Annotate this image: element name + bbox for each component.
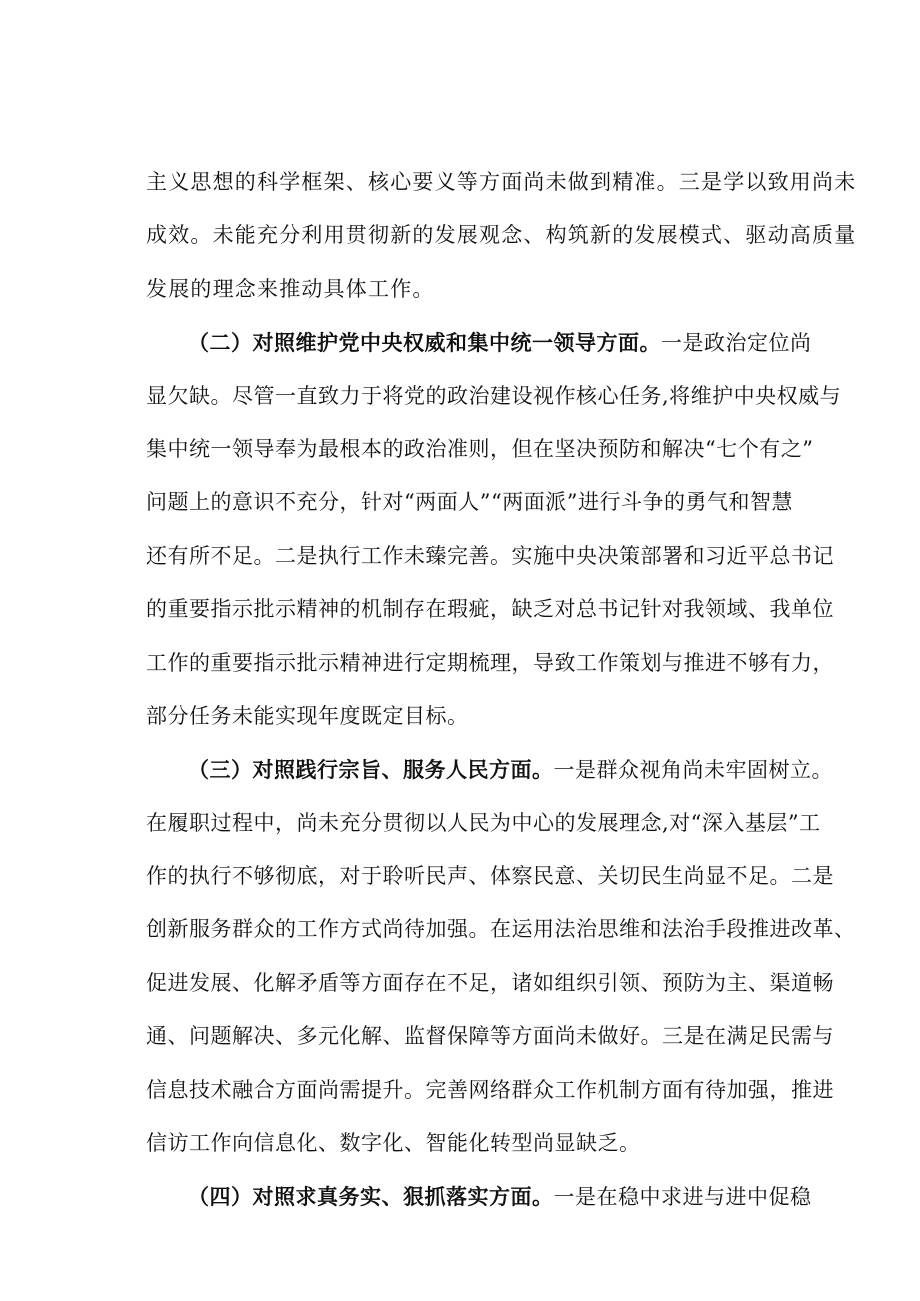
text-line: 主义思想的科学框架、核心要义等方面尚未做到精准。三是学以致用尚未 <box>146 170 857 194</box>
paragraph-first-line <box>146 1170 816 1223</box>
text-line: 显欠缺。尽管一直致力于将党的政治建设视作核心任务,将维护中央权威与 <box>146 383 842 408</box>
text-line: 发展的理念来推动具体工作。 <box>146 276 435 301</box>
heading-continuation: 一是政治定位尚 <box>661 331 812 356</box>
section-heading: （三）对照践行宗旨、服务人民方面。 <box>188 757 554 783</box>
text-line: 的重要指示批示精神的机制存在瑕疵，缺乏对总书记针对我领域、我单位 <box>146 597 834 622</box>
paragraph-2 <box>146 316 842 743</box>
text-line: 问题上的意识不充分，针对“两面人”“两面派”进行斗争的勇气和智慧 <box>146 490 793 515</box>
paragraph-3 <box>146 743 856 1170</box>
text-line: 信息技术融合方面尚需提升。完善网络群众工作机制方面有待加强，推进 <box>146 1077 834 1102</box>
text-line: 通、问题解决、多元化解、监督保障等方面尚未做好。三是在满足民需与 <box>146 1024 834 1049</box>
text-line: 工作的重要指示批示精神进行定期梳理，导致工作策划与推进不够有力， <box>146 650 834 675</box>
paragraph-first-line <box>146 743 833 796</box>
text-line: 还有所不足。二是执行工作未臻完善。实施中央决策部署和习近平总书记 <box>146 543 834 568</box>
section-heading: （二）对照维护党中央权威和集中统一领导方面。 <box>188 330 661 356</box>
document-body <box>146 156 857 1224</box>
paragraph-4 <box>146 1170 816 1223</box>
text-line: 促进发展、化解矛盾等方面存在不足，诸如组织引领、预防为主、渠道畅 <box>146 970 834 995</box>
text-line: 创新服务群众的工作方式尚待加强。在运用法治思维和法治手段推进改革、 <box>146 917 856 942</box>
heading-continuation: 一是群众视角尚未牢固树立。 <box>553 758 833 783</box>
text-line: 作的执行不够彻底，对于聆听民声、体察民意、关切民生尚显不足。二是 <box>146 864 834 889</box>
text-line: 成效。未能充分利用贯彻新的发展观念、构筑新的发展模式、驱动高质量 <box>146 223 857 248</box>
text-line: 在履职过程中，尚未充分贯彻以人民为中心的发展理念,对“深入基层”工 <box>146 810 821 835</box>
paragraph-first-line <box>146 316 816 369</box>
text-line: 信访工作向信息化、数字化、智能化转型尚显缺乏。 <box>146 1131 641 1156</box>
text-line: 集中统一领导奉为最根本的政治准则，但在坚决预防和解决“七个有之” <box>146 436 814 461</box>
section-heading: （四）对照求真务实、狠抓落实方面。 <box>188 1184 554 1210</box>
paragraph-1 <box>146 156 857 316</box>
heading-continuation: 一是在稳中求进与进中促稳 <box>553 1185 812 1210</box>
text-line: 部分任务未能实现年度既定目标。 <box>146 703 469 728</box>
